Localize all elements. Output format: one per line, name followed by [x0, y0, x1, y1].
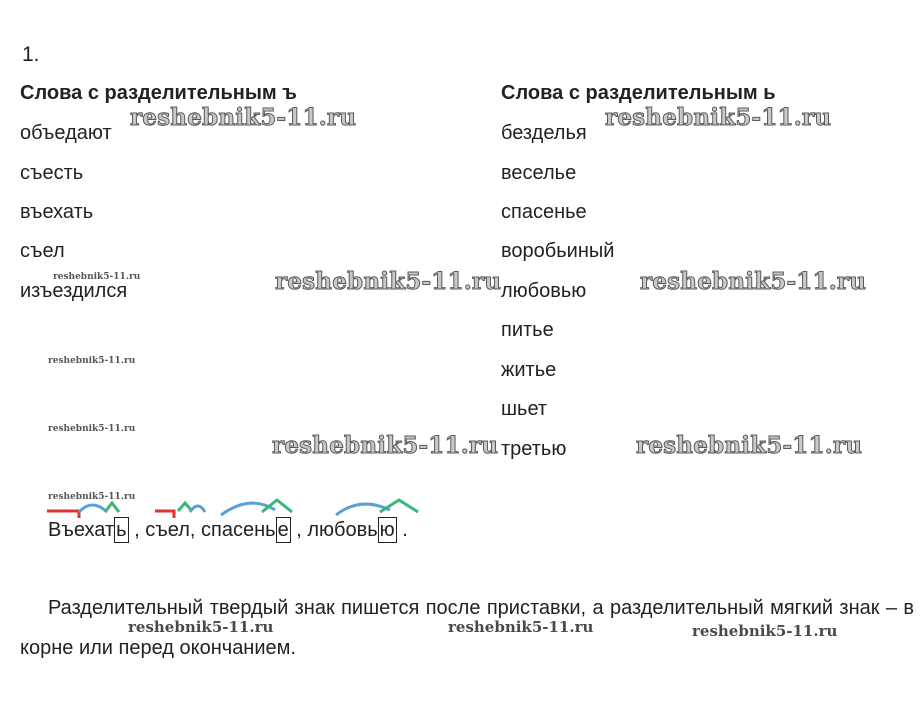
separator: ,	[290, 519, 308, 541]
watermark: reshebnik5-11.ru	[692, 622, 838, 640]
root-arc	[79, 505, 107, 512]
root-arc	[190, 506, 205, 512]
suffix-mark	[380, 500, 418, 512]
list-item: воробьиный	[501, 240, 615, 262]
list-item: третью	[501, 438, 567, 460]
list-item: питье	[501, 319, 554, 341]
watermark: reshebnik5-11.ru	[48, 492, 136, 502]
list-item: любовью	[501, 280, 587, 302]
list-item: въехать	[20, 201, 94, 223]
example-word: Въехат	[48, 519, 115, 541]
separator: ,	[128, 519, 146, 541]
task-number: 1.	[22, 43, 40, 66]
rule-paragraph: Разделительный твердый знак пишется после приставки, а разделительный мягкий знак – в корне или перед окончанием.	[20, 597, 914, 659]
example-word: любовь	[307, 519, 378, 541]
watermark: reshebnik5-11.ru	[448, 618, 594, 636]
list-item: безделья	[501, 122, 587, 144]
left-column-title: Слова с разделительным ъ	[20, 82, 297, 104]
list-item: объедают	[20, 122, 112, 144]
watermark: reshebnik5-11.ru	[130, 104, 357, 131]
separator: ,	[189, 519, 202, 541]
watermark: reshebnik5-11.ru	[275, 268, 502, 295]
list-item: шьет	[501, 398, 548, 420]
list-item: съесть	[20, 162, 84, 184]
watermark: reshebnik5-11.ru	[605, 104, 832, 131]
list-item: веселье	[501, 162, 577, 184]
watermark: reshebnik5-11.ru	[636, 432, 863, 459]
example-word: съел	[145, 519, 190, 541]
ending-box: ь	[116, 519, 127, 541]
watermark: reshebnik5-11.ru	[53, 272, 141, 282]
separator: .	[396, 519, 408, 541]
example-word: спасень	[201, 519, 276, 541]
watermark: reshebnik5-11.ru	[128, 618, 274, 636]
watermark: reshebnik5-11.ru	[640, 268, 867, 295]
watermark: reshebnik5-11.ru	[48, 424, 136, 434]
list-item: съел	[20, 240, 65, 262]
example-line	[48, 517, 408, 543]
ending-box: е	[277, 519, 289, 541]
list-item: спасенье	[501, 201, 587, 223]
right-column-title: Слова с разделительным ь	[501, 82, 776, 104]
ending-box: ю	[379, 519, 395, 541]
list-item: житье	[501, 359, 557, 381]
watermark: reshebnik5-11.ru	[272, 432, 499, 459]
suffix-mark	[105, 503, 119, 512]
watermark: reshebnik5-11.ru	[48, 356, 136, 366]
list-item: изъездился	[20, 280, 128, 302]
